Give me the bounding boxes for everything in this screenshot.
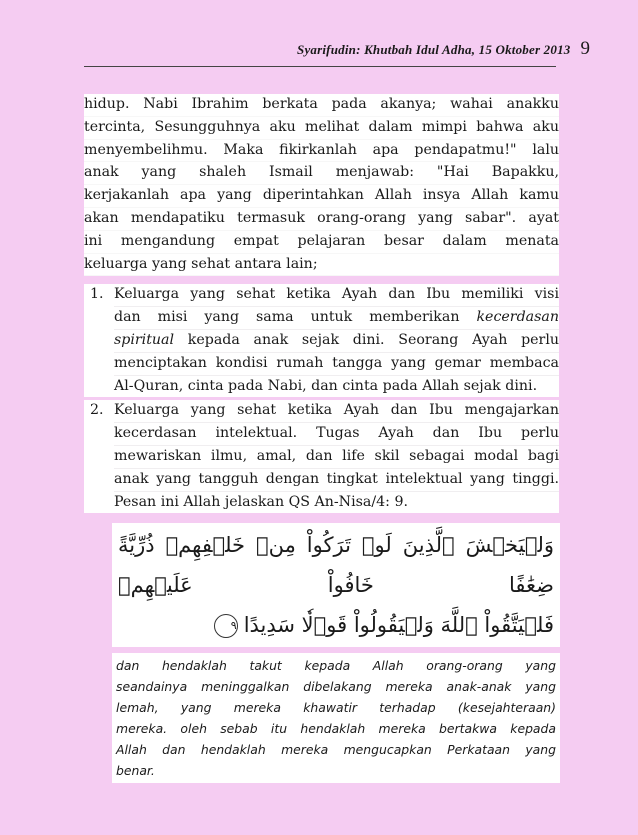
- list-line: menciptakan kondisi rumah tangga yang gemar membaca: [114, 353, 559, 376]
- emphasis: kecerdasan: [476, 309, 559, 326]
- intro-paragraph: [84, 94, 559, 276]
- paragraph-line: kerjakanlah apa yang diperintahkan Allah insya Allah kamu: [84, 185, 559, 208]
- lessons-list: [84, 284, 559, 513]
- list-line: dan misi yang sama untuk memberikan kecerdasan: [114, 307, 559, 330]
- list-line: spiritual kepada anak sejak dini. Seorang Ayah perlu: [114, 330, 559, 353]
- list-line: anak yang tangguh dengan tingkat intelektual yang tinggi.: [114, 469, 559, 492]
- verse-translation: [112, 653, 560, 783]
- list-number: 1.: [90, 286, 104, 303]
- translation-line: benar.: [116, 763, 155, 779]
- paragraph-line: keluarga yang sehat antara lain;: [84, 254, 559, 277]
- header-rule: [84, 66, 556, 67]
- translation-line: mereka. oleh sebab itu hendaklah mereka bertakwa kepada: [116, 721, 556, 737]
- verse-line: وَلۡيَخۡشَ ٱلَّذِينَ لَوۡ تَرَكُواْ مِنۡ خَلۡفِهِمۡ ذُرِّيَّةً ضِعَٰفًا خَافُواْ عَلَيۡهِمۡ: [118, 533, 554, 598]
- list-item: [84, 284, 559, 397]
- list-line: Keluarga yang sehat ketika Ayah dan Ibu memiliki visi: [114, 284, 559, 307]
- ayah-number-icon: ٩: [214, 614, 238, 638]
- quran-verse: [112, 523, 560, 647]
- running-header: [297, 38, 590, 60]
- paragraph-line: hidup. Nabi Ibrahim berkata pada akanya; wahai anakku: [84, 94, 559, 117]
- translation-line: seandainya meninggalkan dibelakang mereka anak-anak yang: [116, 679, 556, 695]
- list-item: [84, 400, 559, 513]
- page-body: [84, 94, 559, 783]
- translation-line: Allah dan hendaklah mereka mengucapkan Perkataan yang: [116, 742, 556, 758]
- paragraph-line: anak yang shaleh Ismail menjawab: "Hai Bapakku,: [84, 162, 559, 185]
- translation-line: lemah, yang mereka khawatir terhadap (kesejahteraan): [116, 700, 556, 716]
- paragraph-line: tercinta, Sesungguhnya aku melihat dalam mimpi bahwa aku: [84, 117, 559, 140]
- running-title: Syarifudin: Khutbah Idul Adha, 15 Oktober 2013: [297, 42, 571, 57]
- list-item-text: [114, 284, 559, 397]
- list-line: Pesan ini Allah jelaskan QS An-Nisa/4: 9.: [114, 493, 408, 510]
- list-line: mewariskan ilmu, amal, dan life skil sebagai modal bagi: [114, 446, 559, 469]
- list-line: kecerdasan intelektual. Tugas Ayah dan Ibu perlu: [114, 423, 559, 446]
- verse-line: فَلۡيَتَّقُواْ ٱللَّهَ وَلۡيَقُولُواْ قَوۡلٗا سَدِيدًا٩: [118, 605, 554, 645]
- list-number: 2.: [90, 402, 104, 419]
- emphasis: spiritual: [114, 331, 175, 348]
- paragraph-line: akan mendapatiku termasuk orang-orang yang sabar". ayat: [84, 208, 559, 231]
- list-item-text: [114, 400, 559, 513]
- translation-line: dan hendaklah takut kepada Allah orang-orang yang: [116, 658, 556, 674]
- paragraph-line: menyembelihmu. Maka fikirkanlah apa pendapatmu!" lalu: [84, 140, 559, 163]
- paragraph-line: ini mengandung empat pelajaran besar dalam menata: [84, 231, 559, 254]
- list-line: Keluarga yang sehat ketika Ayah dan Ibu mengajarkan: [114, 400, 559, 423]
- list-line: Al-Quran, cinta pada Nabi, dan cinta pada Allah sejak dini.: [114, 377, 538, 394]
- page-number: 9: [580, 38, 590, 59]
